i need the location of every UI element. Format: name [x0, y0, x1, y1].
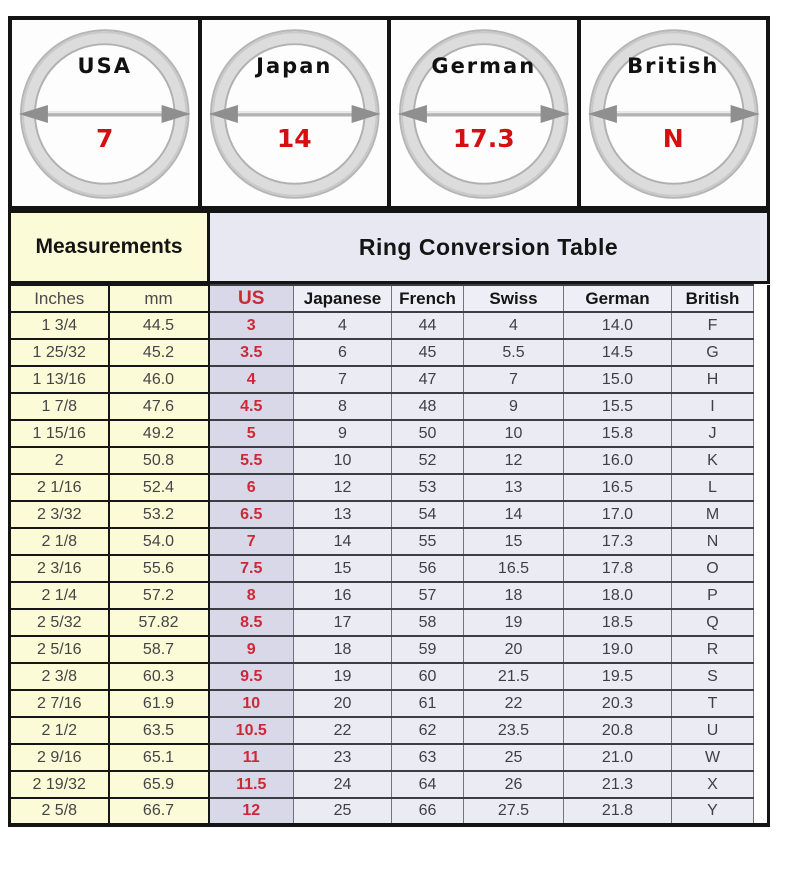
swiss-size-cell: 21.5 [464, 663, 564, 690]
japanese-size-cell: 20 [294, 690, 392, 717]
inches-cell: 1 7/8 [10, 393, 109, 420]
ring-size-value: 17.3 [452, 124, 515, 153]
german-size-cell: 21.3 [564, 771, 672, 798]
table-row [10, 528, 769, 555]
ring-diameter-graphic [202, 20, 388, 206]
ring-country-label: British [627, 54, 720, 78]
us-size-cell: 10 [209, 690, 294, 717]
japanese-size-cell: 9 [294, 420, 392, 447]
ring-country-label: USA [77, 54, 132, 78]
column-header-swiss: Swiss [464, 285, 564, 312]
swiss-size-cell: 4 [464, 312, 564, 339]
table-row [10, 609, 769, 636]
spacer-cell [754, 582, 769, 609]
table-row [10, 663, 769, 690]
swiss-size-cell: 20 [464, 636, 564, 663]
measurements-header: Measurements [8, 210, 210, 284]
british-size-cell: U [672, 717, 754, 744]
inches-cell: 2 5/8 [10, 798, 109, 825]
diameter-arrow-icon [19, 105, 191, 123]
mm-cell: 52.4 [109, 474, 209, 501]
us-size-cell: 5.5 [209, 447, 294, 474]
inches-cell: 2 3/8 [10, 663, 109, 690]
table-row [10, 312, 769, 339]
column-header-british: British [672, 285, 754, 312]
table-row [10, 717, 769, 744]
french-size-cell: 50 [392, 420, 464, 447]
swiss-size-cell: 14 [464, 501, 564, 528]
swiss-size-cell: 22 [464, 690, 564, 717]
japanese-size-cell: 6 [294, 339, 392, 366]
french-size-cell: 63 [392, 744, 464, 771]
ring-diameter-graphic [12, 20, 198, 206]
mm-cell: 60.3 [109, 663, 209, 690]
british-size-cell: Y [672, 798, 754, 825]
spacer-cell [754, 339, 769, 366]
ring-panel [577, 20, 767, 206]
british-size-cell: F [672, 312, 754, 339]
column-header-german: German [564, 285, 672, 312]
british-size-cell: J [672, 420, 754, 447]
spacer-cell [754, 690, 769, 717]
inches-cell: 1 3/4 [10, 312, 109, 339]
german-size-cell: 20.8 [564, 717, 672, 744]
mm-cell: 53.2 [109, 501, 209, 528]
diameter-arrow-icon [208, 105, 380, 123]
table-row [10, 690, 769, 717]
us-size-cell: 9.5 [209, 663, 294, 690]
page-title: Ring Conversion Table [210, 210, 770, 284]
french-size-cell: 66 [392, 798, 464, 825]
ring-panel [12, 20, 198, 206]
mm-cell: 46.0 [109, 366, 209, 393]
german-size-cell: 15.0 [564, 366, 672, 393]
swiss-size-cell: 19 [464, 609, 564, 636]
ring-panel [387, 20, 577, 206]
us-size-cell: 8 [209, 582, 294, 609]
inches-cell: 2 1/8 [10, 528, 109, 555]
mm-cell: 47.6 [109, 393, 209, 420]
column-header-french: French [392, 285, 464, 312]
british-size-cell: W [672, 744, 754, 771]
us-size-cell: 7 [209, 528, 294, 555]
french-size-cell: 56 [392, 555, 464, 582]
french-size-cell: 55 [392, 528, 464, 555]
british-size-cell: P [672, 582, 754, 609]
diameter-arrow-icon [398, 105, 570, 123]
german-size-cell: 17.0 [564, 501, 672, 528]
german-size-cell: 20.3 [564, 690, 672, 717]
spacer-cell [754, 555, 769, 582]
inches-cell: 2 1/2 [10, 717, 109, 744]
german-size-cell: 14.0 [564, 312, 672, 339]
spacer-cell [754, 771, 769, 798]
spacer-cell [754, 474, 769, 501]
german-size-cell: 21.8 [564, 798, 672, 825]
column-header-us: US [209, 285, 294, 312]
inches-cell: 2 9/16 [10, 744, 109, 771]
british-size-cell: O [672, 555, 754, 582]
japanese-size-cell: 10 [294, 447, 392, 474]
mm-cell: 49.2 [109, 420, 209, 447]
british-size-cell: K [672, 447, 754, 474]
us-size-cell: 12 [209, 798, 294, 825]
british-size-cell: X [672, 771, 754, 798]
diameter-arrow-icon [587, 105, 759, 123]
german-size-cell: 16.0 [564, 447, 672, 474]
japanese-size-cell: 15 [294, 555, 392, 582]
ring-size-value: 14 [276, 124, 312, 153]
ring-size-value: 7 [96, 124, 114, 153]
table-row [10, 447, 769, 474]
header-band [8, 210, 770, 284]
inches-cell: 2 5/32 [10, 609, 109, 636]
german-size-cell: 19.0 [564, 636, 672, 663]
mm-cell: 65.9 [109, 771, 209, 798]
spacer-cell [754, 285, 769, 312]
ring-country-label: Japan [256, 54, 333, 78]
table-row [10, 582, 769, 609]
us-size-cell: 6.5 [209, 501, 294, 528]
japanese-size-cell: 19 [294, 663, 392, 690]
swiss-size-cell: 15 [464, 528, 564, 555]
inches-cell: 2 3/32 [10, 501, 109, 528]
japanese-size-cell: 14 [294, 528, 392, 555]
german-size-cell: 16.5 [564, 474, 672, 501]
french-size-cell: 45 [392, 339, 464, 366]
spacer-cell [754, 609, 769, 636]
mm-cell: 44.5 [109, 312, 209, 339]
spacer-cell [754, 366, 769, 393]
table-row [10, 366, 769, 393]
swiss-size-cell: 25 [464, 744, 564, 771]
conversion-table [8, 284, 770, 827]
german-size-cell: 18.5 [564, 609, 672, 636]
german-size-cell: 15.8 [564, 420, 672, 447]
mm-cell: 57.2 [109, 582, 209, 609]
british-size-cell: I [672, 393, 754, 420]
table-row [10, 339, 769, 366]
spacer-cell [754, 447, 769, 474]
japanese-size-cell: 18 [294, 636, 392, 663]
japanese-size-cell: 16 [294, 582, 392, 609]
us-size-cell: 9 [209, 636, 294, 663]
french-size-cell: 59 [392, 636, 464, 663]
british-size-cell: S [672, 663, 754, 690]
swiss-size-cell: 13 [464, 474, 564, 501]
spacer-cell [754, 393, 769, 420]
inches-cell: 2 1/4 [10, 582, 109, 609]
japanese-size-cell: 24 [294, 771, 392, 798]
swiss-size-cell: 10 [464, 420, 564, 447]
swiss-size-cell: 26 [464, 771, 564, 798]
swiss-size-cell: 9 [464, 393, 564, 420]
table-row [10, 420, 769, 447]
german-size-cell: 17.3 [564, 528, 672, 555]
british-size-cell: Q [672, 609, 754, 636]
swiss-size-cell: 12 [464, 447, 564, 474]
japanese-size-cell: 22 [294, 717, 392, 744]
british-size-cell: H [672, 366, 754, 393]
german-size-cell: 19.5 [564, 663, 672, 690]
spacer-cell [754, 312, 769, 339]
us-size-cell: 3 [209, 312, 294, 339]
mm-cell: 55.6 [109, 555, 209, 582]
inches-cell: 2 1/16 [10, 474, 109, 501]
ring-diameter-graphic [391, 20, 577, 206]
inches-cell: 2 5/16 [10, 636, 109, 663]
spacer-cell [754, 501, 769, 528]
japanese-size-cell: 25 [294, 798, 392, 825]
us-size-cell: 11 [209, 744, 294, 771]
french-size-cell: 60 [392, 663, 464, 690]
spacer-cell [754, 744, 769, 771]
inches-cell: 2 [10, 447, 109, 474]
spacer-cell [754, 798, 769, 825]
inches-cell: 1 15/16 [10, 420, 109, 447]
spacer-cell [754, 717, 769, 744]
table-row [10, 636, 769, 663]
inches-cell: 1 13/16 [10, 366, 109, 393]
swiss-size-cell: 27.5 [464, 798, 564, 825]
mm-cell: 65.1 [109, 744, 209, 771]
ring-diameter-graphic [581, 20, 767, 206]
french-size-cell: 53 [392, 474, 464, 501]
japanese-size-cell: 7 [294, 366, 392, 393]
french-size-cell: 58 [392, 609, 464, 636]
mm-cell: 61.9 [109, 690, 209, 717]
swiss-size-cell: 7 [464, 366, 564, 393]
table-header-row [10, 285, 769, 312]
mm-cell: 57.82 [109, 609, 209, 636]
japanese-size-cell: 12 [294, 474, 392, 501]
table-row [10, 555, 769, 582]
column-header-inches: Inches [10, 285, 109, 312]
swiss-size-cell: 16.5 [464, 555, 564, 582]
column-header-mm: mm [109, 285, 209, 312]
japanese-size-cell: 4 [294, 312, 392, 339]
ring-country-label: German [431, 54, 537, 78]
mm-cell: 45.2 [109, 339, 209, 366]
german-size-cell: 18.0 [564, 582, 672, 609]
inches-cell: 2 19/32 [10, 771, 109, 798]
swiss-size-cell: 18 [464, 582, 564, 609]
us-size-cell: 10.5 [209, 717, 294, 744]
french-size-cell: 44 [392, 312, 464, 339]
british-size-cell: T [672, 690, 754, 717]
inches-cell: 2 3/16 [10, 555, 109, 582]
french-size-cell: 48 [392, 393, 464, 420]
mm-cell: 63.5 [109, 717, 209, 744]
us-size-cell: 5 [209, 420, 294, 447]
japanese-size-cell: 17 [294, 609, 392, 636]
french-size-cell: 62 [392, 717, 464, 744]
british-size-cell: N [672, 528, 754, 555]
french-size-cell: 47 [392, 366, 464, 393]
french-size-cell: 61 [392, 690, 464, 717]
spacer-cell [754, 663, 769, 690]
inches-cell: 1 25/32 [10, 339, 109, 366]
french-size-cell: 64 [392, 771, 464, 798]
german-size-cell: 17.8 [564, 555, 672, 582]
us-size-cell: 8.5 [209, 609, 294, 636]
ring-size-value: N [662, 124, 684, 153]
spacer-cell [754, 636, 769, 663]
swiss-size-cell: 23.5 [464, 717, 564, 744]
table-row [10, 393, 769, 420]
table-row [10, 798, 769, 825]
mm-cell: 58.7 [109, 636, 209, 663]
german-size-cell: 21.0 [564, 744, 672, 771]
french-size-cell: 57 [392, 582, 464, 609]
spacer-cell [754, 420, 769, 447]
column-header-japanese: Japanese [294, 285, 392, 312]
mm-cell: 66.7 [109, 798, 209, 825]
french-size-cell: 52 [392, 447, 464, 474]
us-size-cell: 7.5 [209, 555, 294, 582]
german-size-cell: 15.5 [564, 393, 672, 420]
us-size-cell: 4.5 [209, 393, 294, 420]
table-row [10, 771, 769, 798]
us-size-cell: 3.5 [209, 339, 294, 366]
us-size-cell: 4 [209, 366, 294, 393]
british-size-cell: M [672, 501, 754, 528]
german-size-cell: 14.5 [564, 339, 672, 366]
french-size-cell: 54 [392, 501, 464, 528]
british-size-cell: L [672, 474, 754, 501]
ring-panel [198, 20, 388, 206]
rings-section [8, 16, 770, 210]
table-row [10, 501, 769, 528]
mm-cell: 50.8 [109, 447, 209, 474]
british-size-cell: G [672, 339, 754, 366]
conversion-table-body [10, 312, 769, 825]
japanese-size-cell: 8 [294, 393, 392, 420]
spacer-cell [754, 528, 769, 555]
swiss-size-cell: 5.5 [464, 339, 564, 366]
us-size-cell: 11.5 [209, 771, 294, 798]
us-size-cell: 6 [209, 474, 294, 501]
inches-cell: 2 7/16 [10, 690, 109, 717]
british-size-cell: R [672, 636, 754, 663]
mm-cell: 54.0 [109, 528, 209, 555]
table-row [10, 744, 769, 771]
japanese-size-cell: 13 [294, 501, 392, 528]
japanese-size-cell: 23 [294, 744, 392, 771]
table-row [10, 474, 769, 501]
